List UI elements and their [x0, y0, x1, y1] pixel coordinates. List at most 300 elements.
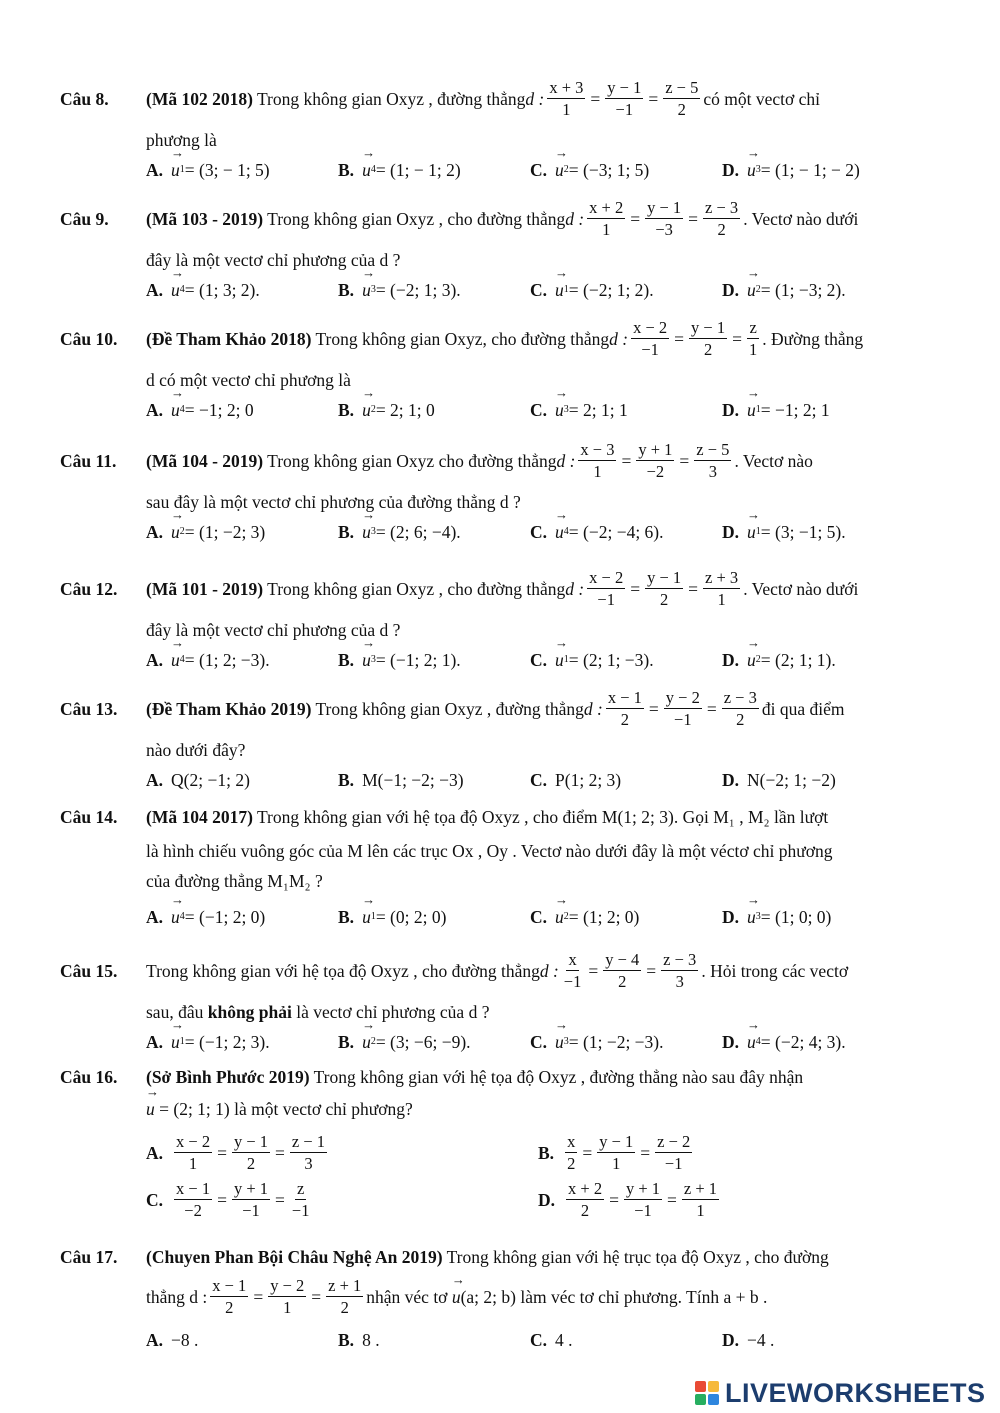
fraction-denominator: 1 [602, 220, 611, 239]
option-label: A. [146, 650, 164, 670]
fraction [645, 568, 683, 609]
answer-option [146, 906, 338, 928]
equals-sign: = [674, 328, 685, 349]
option-value: = (1; −2; −3). [568, 1032, 664, 1052]
vector-symbol: → u [171, 906, 180, 928]
question-source: (Sở Bình Phước 2019) [146, 1067, 310, 1087]
answer-options [146, 906, 955, 928]
vector-symbol: → u [555, 1031, 564, 1053]
option-value: = −1; 2; 0 [184, 400, 254, 420]
question-block [60, 806, 955, 928]
question-text-line2 [146, 1276, 955, 1317]
fraction-numerator: x − 3 [580, 440, 615, 459]
option-label: B. [338, 770, 355, 790]
fraction-numerator: x + 3 [549, 78, 584, 97]
option-value: = −1; 2; 1 [760, 400, 830, 420]
fraction-denominator: 2 [736, 710, 745, 729]
answer-option [146, 1329, 338, 1351]
option-value: Q(2; −1; 2) [171, 770, 250, 790]
answer-option [530, 906, 722, 928]
question-source: (Mã 102 2018) [146, 88, 253, 109]
question-source: (Đề Tham Khảo 2019) [146, 698, 312, 719]
vector-symbol: → u [362, 649, 371, 671]
vector-symbol: → u [171, 279, 180, 301]
fraction [174, 1179, 212, 1220]
answer-option [338, 399, 530, 421]
question-text-line2 [146, 1098, 955, 1120]
question-text: Trong không gian với hệ tọa độ Oxyz , cho điểm M(1; 2; 3). Gọi M₁ , M₂ lần lượt [256, 807, 829, 827]
option-value: = (1; −3; 2). [760, 280, 846, 300]
fraction [663, 78, 700, 119]
fraction-numerator: x − 2 [176, 1132, 211, 1151]
fraction [290, 1132, 327, 1173]
fraction-numerator: z + 1 [328, 1276, 362, 1295]
fraction-denominator: 1 [283, 1298, 292, 1317]
answer-option [722, 906, 914, 928]
option-label: C. [530, 1032, 548, 1052]
equals-sign: = [630, 208, 641, 229]
fraction [578, 440, 616, 481]
vector-symbol: → u [171, 159, 180, 181]
line-equation-prefix: d : [525, 88, 545, 109]
option-label: A. [146, 280, 164, 300]
fraction-denominator: −3 [655, 220, 673, 239]
question-block [60, 688, 955, 791]
fraction [703, 198, 740, 239]
option-label: A. [146, 1142, 164, 1163]
vector-subscript: 2 [563, 164, 569, 175]
question-header [60, 318, 955, 359]
fraction-numerator: y − 1 [647, 568, 682, 587]
question-block [60, 1066, 955, 1226]
fraction-denominator: 3 [304, 1154, 313, 1173]
option-value: = (−2; 1; 2). [568, 280, 654, 300]
answer-options [146, 649, 955, 671]
question-header [60, 1066, 955, 1088]
fraction-denominator: 3 [675, 972, 684, 991]
question-number: Câu 10. [60, 328, 118, 349]
vector-symbol: → u [171, 1031, 180, 1053]
fraction-denominator: −1 [634, 1201, 652, 1220]
fraction-numerator: y + 1 [625, 1179, 661, 1198]
answer-option [530, 159, 722, 181]
question-block [60, 198, 955, 301]
vector-subscript: 2 [755, 654, 761, 665]
fraction-denominator: −1 [242, 1201, 260, 1220]
option-label: A. [146, 160, 164, 180]
equals-sign: = [679, 450, 690, 471]
vector-subscript: 1 [563, 284, 569, 295]
answer-option [146, 769, 338, 791]
option-label: D. [722, 907, 740, 927]
vector-symbol: → u [171, 521, 180, 543]
question-source: (Chuyen Phan Bội Châu Nghệ An 2019) [146, 1247, 443, 1267]
option-label: D. [722, 1032, 740, 1052]
fraction-denominator: 2 [580, 1201, 590, 1220]
option-label: C. [530, 160, 548, 180]
fraction-denominator: 1 [696, 1201, 705, 1220]
option-label: A. [146, 1330, 164, 1350]
fraction-numerator: y − 4 [605, 950, 640, 969]
fraction [624, 1179, 662, 1220]
fraction-denominator: −2 [184, 1201, 202, 1220]
fraction [703, 568, 740, 609]
option-label: D. [538, 1189, 556, 1210]
question-number: Câu 12. [60, 578, 118, 599]
fraction-numerator: y + 1 [638, 440, 673, 459]
fraction-denominator: −1 [563, 972, 582, 991]
question-text-line2 [146, 1001, 955, 1023]
logo-mark-icon [695, 1381, 721, 1407]
vector-symbol: → u [362, 1031, 371, 1053]
fraction-numerator: x − 2 [589, 568, 624, 587]
answer-option [530, 279, 722, 301]
fraction [565, 1132, 577, 1173]
fraction-denominator: 2 [717, 220, 726, 239]
line-equation-prefix: d : [565, 208, 585, 229]
equals-sign: = [217, 1189, 227, 1210]
fraction-denominator: 1 [612, 1154, 621, 1173]
logo-square-icon [708, 1381, 719, 1392]
option-value: = (1; − 1; − 2) [760, 160, 860, 180]
option-value: M(−1; −2; −3) [362, 770, 464, 790]
vector-symbol: → u [555, 159, 564, 181]
logo-square-icon [695, 1381, 706, 1392]
question-block [60, 568, 955, 671]
fraction [232, 1132, 270, 1173]
fraction-denominator: 1 [593, 462, 602, 481]
question-text: Trong không gian Oxyz , cho đường thẳng [267, 578, 566, 599]
question-text-line2: đây là một vectơ chỉ phương của d ? [146, 250, 401, 270]
equals-sign: = [732, 328, 742, 349]
fraction-numerator: y − 1 [607, 78, 642, 97]
vector-subscript: 3 [563, 404, 569, 415]
vector-subscript: 4 [179, 654, 185, 665]
answer-option [146, 279, 338, 301]
fraction-denominator: 2 [677, 100, 686, 119]
question-stem [146, 950, 955, 991]
fraction-denominator: 2 [618, 972, 627, 991]
answer-option [146, 521, 338, 543]
vector-symbol: → u [747, 649, 756, 671]
option-label: B. [338, 280, 355, 300]
option-label: A. [146, 770, 164, 790]
answer-option [530, 1031, 722, 1053]
option-label: A. [146, 400, 164, 420]
fraction [174, 1132, 212, 1173]
vector-subscript: 3 [755, 911, 761, 922]
question-source: (Mã 104 - 2019) [146, 450, 264, 471]
option-value: = (−1; 2; 0) [184, 907, 266, 927]
question-block [60, 78, 955, 181]
vector-symbol: → u [171, 649, 180, 671]
vector-subscript: 3 [370, 284, 376, 295]
question-stem [146, 688, 955, 729]
vector-symbol: → u [747, 521, 756, 543]
line-equation-prefix: d : [609, 328, 629, 349]
answer-options [146, 399, 955, 421]
fraction-denominator: 2 [660, 590, 669, 609]
vector-symbol: → u [747, 279, 756, 301]
fraction-numerator: z − 5 [665, 78, 699, 97]
fraction-denominator: 2 [703, 340, 713, 359]
fraction-numerator: y + 1 [233, 1179, 269, 1198]
question-stem [146, 440, 955, 481]
fraction-denominator: −1 [674, 710, 692, 729]
line-equation-prefix: d : [556, 450, 576, 471]
text-part: (a; 2; b) làm véc tơ chỉ phương. Tính a + b . [460, 1286, 768, 1307]
vector-subscript: 4 [563, 526, 569, 537]
question-header [60, 950, 955, 991]
option-label: C. [530, 1330, 548, 1350]
vector-subscript: 2 [370, 404, 376, 415]
option-label: A. [146, 1032, 164, 1052]
answer-option [538, 1179, 930, 1220]
question-header [60, 198, 955, 239]
question-text: Trong không gian Oxyz , cho đường thẳng [267, 208, 566, 229]
answer-option [722, 649, 914, 671]
option-label: C. [530, 400, 548, 420]
question-text-after: có một vectơ chỉ [703, 88, 820, 109]
fraction [645, 198, 683, 239]
text-part: sau, đâu [146, 1002, 208, 1022]
option-label: D. [722, 650, 740, 670]
answer-option [722, 1329, 914, 1351]
question-text-after: . Vectơ nào dưới [743, 208, 859, 229]
vector-subscript: 3 [370, 654, 376, 665]
text-part: nhận véc tơ [366, 1286, 452, 1307]
question-block [60, 318, 955, 421]
equals-sign: = [590, 88, 601, 109]
fraction [603, 950, 641, 991]
fraction [694, 440, 731, 481]
vector-subscript: 4 [179, 284, 185, 295]
option-label: A. [146, 522, 164, 542]
fraction-denominator: 2 [620, 710, 629, 729]
question-text-after: . Đường thẳng [762, 328, 864, 349]
question-text: Trong không gian với hệ trục tọa độ Oxyz , cho đường [446, 1247, 829, 1267]
fraction-numerator: z − 2 [657, 1132, 691, 1151]
question-text-line3: của đường thẳng M₁M₂ ? [146, 871, 323, 891]
fraction [661, 950, 698, 991]
equals-sign: = [648, 88, 659, 109]
vector-subscript: 2 [179, 526, 185, 537]
vector-subscript: 4 [179, 404, 185, 415]
vector-subscript: 4 [370, 164, 376, 175]
fraction-denominator: −1 [615, 100, 634, 119]
option-label: C. [530, 280, 548, 300]
equals-sign: = [217, 1142, 227, 1163]
fraction [631, 318, 669, 359]
equals-sign: = [609, 1189, 619, 1210]
fraction-denominator: 2 [340, 1298, 349, 1317]
fraction [326, 1276, 363, 1317]
question-number: Câu 15. [60, 960, 118, 981]
fraction [722, 688, 759, 729]
fraction-numerator: y − 2 [270, 1276, 305, 1295]
line-equation-prefix: d : [565, 578, 585, 599]
vector-symbol: → u [747, 1031, 756, 1053]
fraction-numerator: y − 1 [691, 318, 726, 337]
option-value: = (2; 6; −4). [375, 522, 461, 542]
fraction [268, 1276, 306, 1317]
equals-sign: = [688, 208, 699, 229]
question-text-after: . Vectơ nào [734, 450, 813, 471]
question-stem [146, 568, 955, 609]
answer-option [338, 1329, 530, 1351]
vector-subscript: 3 [370, 526, 376, 537]
fraction-numerator: z − 3 [663, 950, 697, 969]
equals-sign: = [706, 698, 717, 719]
fraction-numerator: x + 2 [568, 1179, 603, 1198]
fraction-denominator: 1 [188, 1154, 198, 1173]
fraction-numerator: z [749, 318, 757, 337]
logo-square-icon [695, 1394, 706, 1405]
line-equation-prefix: d : [583, 698, 603, 719]
vector-symbol: → u [747, 399, 756, 421]
vector-symbol: → u [362, 521, 371, 543]
fraction-numerator: z + 1 [683, 1179, 718, 1198]
line-equation-prefix: d : [539, 960, 559, 981]
vector-symbol: → u [555, 649, 564, 671]
fraction-denominator: 2 [225, 1298, 234, 1317]
answer-option [338, 649, 530, 671]
option-value: = (−1; 2; 3). [184, 1032, 270, 1052]
question-text-line2: nào dưới đây? [146, 740, 246, 760]
vector-symbol: → u [555, 279, 564, 301]
question-stem [146, 318, 955, 359]
fraction-numerator: z − 5 [696, 440, 730, 459]
vector-subscript: 1 [563, 654, 569, 665]
answer-option [722, 769, 914, 791]
question-stem [146, 1246, 955, 1268]
answer-option [146, 399, 338, 421]
vector-symbol: → u [171, 399, 180, 421]
question-source: (Mã 104 2017) [146, 807, 253, 827]
option-value: = (−3; 1; 5) [568, 160, 650, 180]
fraction-numerator: x [568, 950, 577, 969]
question-header [60, 78, 955, 119]
answer-options [146, 1132, 955, 1226]
option-label: B. [538, 1142, 555, 1163]
fraction-denominator: 1 [562, 100, 571, 119]
option-label: B. [338, 160, 355, 180]
option-value: 4 . [555, 1330, 573, 1350]
answer-option [338, 769, 530, 791]
answer-options [146, 1031, 955, 1053]
question-source: (Mã 101 - 2019) [146, 578, 264, 599]
fraction [636, 440, 674, 481]
option-label: C. [530, 770, 548, 790]
option-value: = (1; 0; 0) [760, 907, 832, 927]
fraction-numerator: z − 1 [291, 1132, 326, 1151]
option-value: = (1; 2; 0) [568, 907, 640, 927]
answer-options [146, 279, 955, 301]
fraction-numerator: z + 3 [705, 568, 739, 587]
answer-option [722, 399, 914, 421]
option-value: = (0; 2; 0) [375, 907, 447, 927]
question-header [60, 688, 955, 729]
vector-subscript: 1 [179, 1036, 185, 1047]
fraction [587, 198, 625, 239]
vector-symbol: → u [555, 906, 564, 928]
option-label: D. [722, 160, 740, 180]
fraction [566, 1179, 604, 1220]
option-value: 8 . [362, 1330, 380, 1350]
answer-option [722, 1031, 914, 1053]
question-stem [146, 78, 955, 119]
option-value: = 2; 1; 0 [375, 400, 435, 420]
fraction [597, 1132, 635, 1173]
option-label: B. [338, 650, 355, 670]
question-text-line2: d có một vectơ chỉ phương là [146, 370, 351, 390]
fraction-denominator: 1 [748, 340, 758, 359]
option-label: D. [722, 280, 740, 300]
option-value: = 2; 1; 1 [568, 400, 628, 420]
question-text-line2: là hình chiếu vuông góc của M lên các trục Ox , Oy . Vectơ nào dưới đây là một véctơ chỉ phương [146, 841, 833, 861]
answer-option [530, 1329, 722, 1351]
fraction [655, 1132, 692, 1173]
option-label: A. [146, 907, 164, 927]
vector-subscript: 4 [179, 911, 185, 922]
text-part: = (2; 1; 1) là một vectơ chỉ phương? [154, 1099, 413, 1119]
question-number: Câu 11. [60, 450, 117, 471]
option-label: C. [530, 650, 548, 670]
vector-subscript: 2 [563, 911, 569, 922]
option-value: = (3; −1; 5). [760, 522, 846, 542]
equals-sign: = [688, 578, 699, 599]
question-source: (Đề Tham Khảo 2018) [146, 328, 312, 349]
option-label: B. [338, 907, 355, 927]
answer-options [146, 1329, 955, 1351]
fraction-denominator: 3 [708, 462, 717, 481]
fraction [210, 1276, 248, 1317]
question-number: Câu 8. [60, 88, 109, 109]
equals-sign: = [648, 698, 659, 719]
fraction-denominator: 1 [717, 590, 726, 609]
fraction [232, 1179, 270, 1220]
question-source: (Mã 103 - 2019) [146, 208, 264, 229]
vector-symbol: → u [555, 399, 564, 421]
equals-sign: = [275, 1189, 285, 1210]
fraction [290, 1179, 312, 1220]
logo-text: LIVEWORKSHEETS [725, 1378, 986, 1408]
vector-subscript: 3 [563, 1036, 569, 1047]
equals-sign: = [640, 1142, 651, 1163]
equals-sign: = [667, 1189, 677, 1210]
logo-square-icon [708, 1394, 719, 1405]
text-part: thẳng d : [146, 1286, 208, 1307]
question-stem [146, 806, 955, 828]
option-value: P(1; 2; 3) [555, 770, 622, 790]
fraction-denominator: −1 [597, 590, 615, 609]
question-text: Trong không gian Oxyz , đường thẳng [315, 698, 584, 719]
option-value: −4 . [747, 1330, 775, 1350]
question-number: Câu 9. [60, 208, 109, 229]
option-value: = (3; − 1; 5) [184, 160, 270, 180]
text-part: là vectơ chỉ phương của d ? [291, 1002, 490, 1022]
answer-option [146, 649, 338, 671]
equals-sign: = [253, 1286, 264, 1307]
option-label: D. [722, 1330, 740, 1350]
vector-subscript: 1 [755, 404, 761, 415]
vector-subscript: 2 [370, 1036, 376, 1047]
answer-option [338, 521, 530, 543]
question-number: Câu 17. [60, 1247, 118, 1267]
question-header [60, 1246, 955, 1268]
answer-option [530, 649, 722, 671]
fraction-numerator: x [567, 1132, 576, 1151]
